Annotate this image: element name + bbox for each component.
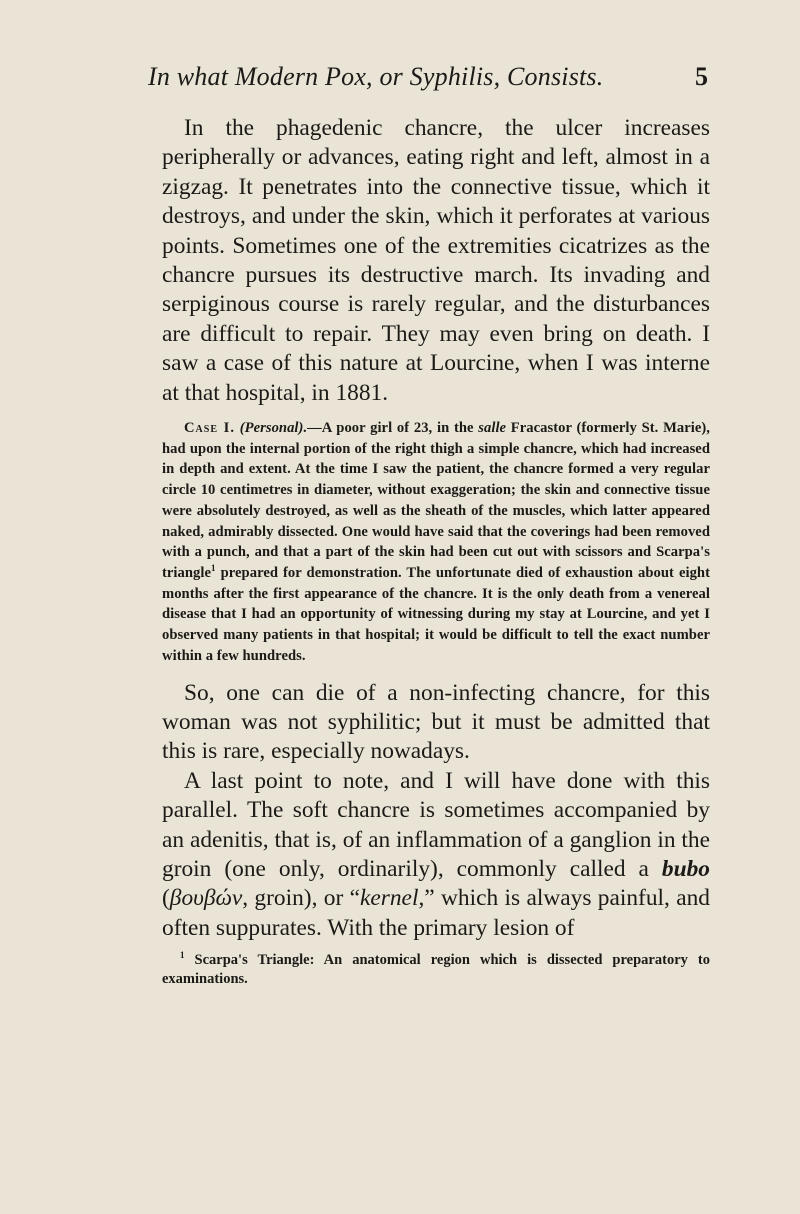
adenitis-text-a: A last point to note, and I will have done with this parallel. The soft chancre is sometimes accompanied by an adenitis, that is, of an inflammation of a ganglion in the groin (one only, ordinarily), commonly called a bbox=[162, 767, 710, 882]
case-label: Case I. bbox=[184, 420, 235, 437]
running-title: In what Modern Pox, or Syphilis, Consists. bbox=[148, 62, 604, 91]
case-salle: salle bbox=[478, 420, 507, 437]
case-text-a: —A poor girl of 23, in the bbox=[307, 420, 479, 437]
case-text-c: prepared for demonstration. The unfortunate died of exhaustion about eight months after the first appearance of the chancre. It is the only death from a venereal disease that I had an opportunity of witnessing during my stay at Lourcine, and yet I observed many patients in that hospital; it would be difficult to tell the exact number within a few hundreds. bbox=[162, 564, 710, 664]
adenitis-text-b: ( bbox=[162, 885, 170, 912]
paragraph-phagedenic-chancre: In the phagedenic chancre, the ulcer increases peripherally or advances, eating right and left, almost in a zigzag. It penetrates into the connective tissue, which it destroys, and under the skin, which it perforates at various points. Sometimes one of the extremities cicatrizes as the chancre pursues its destructive march. Its invading and serpiginous course is rarely regular, and the disturbances are difficult to repair. They may even bring on death. I saw a case of this nature at Lourcine, when I was interne at that hospital, in 1881. bbox=[162, 115, 710, 406]
footnote-mark: 1 bbox=[180, 950, 185, 961]
page-body bbox=[162, 114, 710, 989]
case-text-b: Fracastor (formerly St. Marie), had upon the internal portion of the right thigh a simple chancre, which had increased in depth and extent. At the time I saw the patient, the chancre formed a very regular circle 10 centimetres in diameter, without exaggeration; the skin and connective tissue were absolutely destroyed, as well as the sheath of the muscles, which latter appeared naked, admirably dissected. One would have said that the coverings had been removed with a punch, and that a part of the skin had been cut out with scissors and Scarpa's triangle bbox=[162, 420, 711, 581]
page-number: 5 bbox=[695, 62, 708, 91]
case-report bbox=[162, 418, 710, 666]
paragraph-non-infecting: So, one can die of a non-infecting chancre, for this woman was not syphilitic; but it must be admitted that this is rare, especially nowadays. bbox=[162, 679, 710, 765]
adenitis-text-d: ,” which is always painful, and often suppurates. With the primary lesion of bbox=[162, 885, 710, 941]
footnote-reference: 1 bbox=[211, 563, 216, 574]
adenitis-text-c: , groin), or “ bbox=[242, 885, 360, 912]
term-kernel: kernel bbox=[360, 885, 419, 912]
greek-term: βουβών bbox=[169, 885, 243, 912]
running-head bbox=[148, 62, 708, 102]
footnote-text: Scarpa's Triangle: An anatomical region which is dissected preparatory to examinations. bbox=[162, 952, 710, 988]
case-tag: (Personal). bbox=[239, 420, 308, 437]
paragraph-adenitis bbox=[162, 767, 710, 943]
term-bubo: bubo bbox=[661, 855, 710, 882]
footnote bbox=[162, 951, 710, 989]
